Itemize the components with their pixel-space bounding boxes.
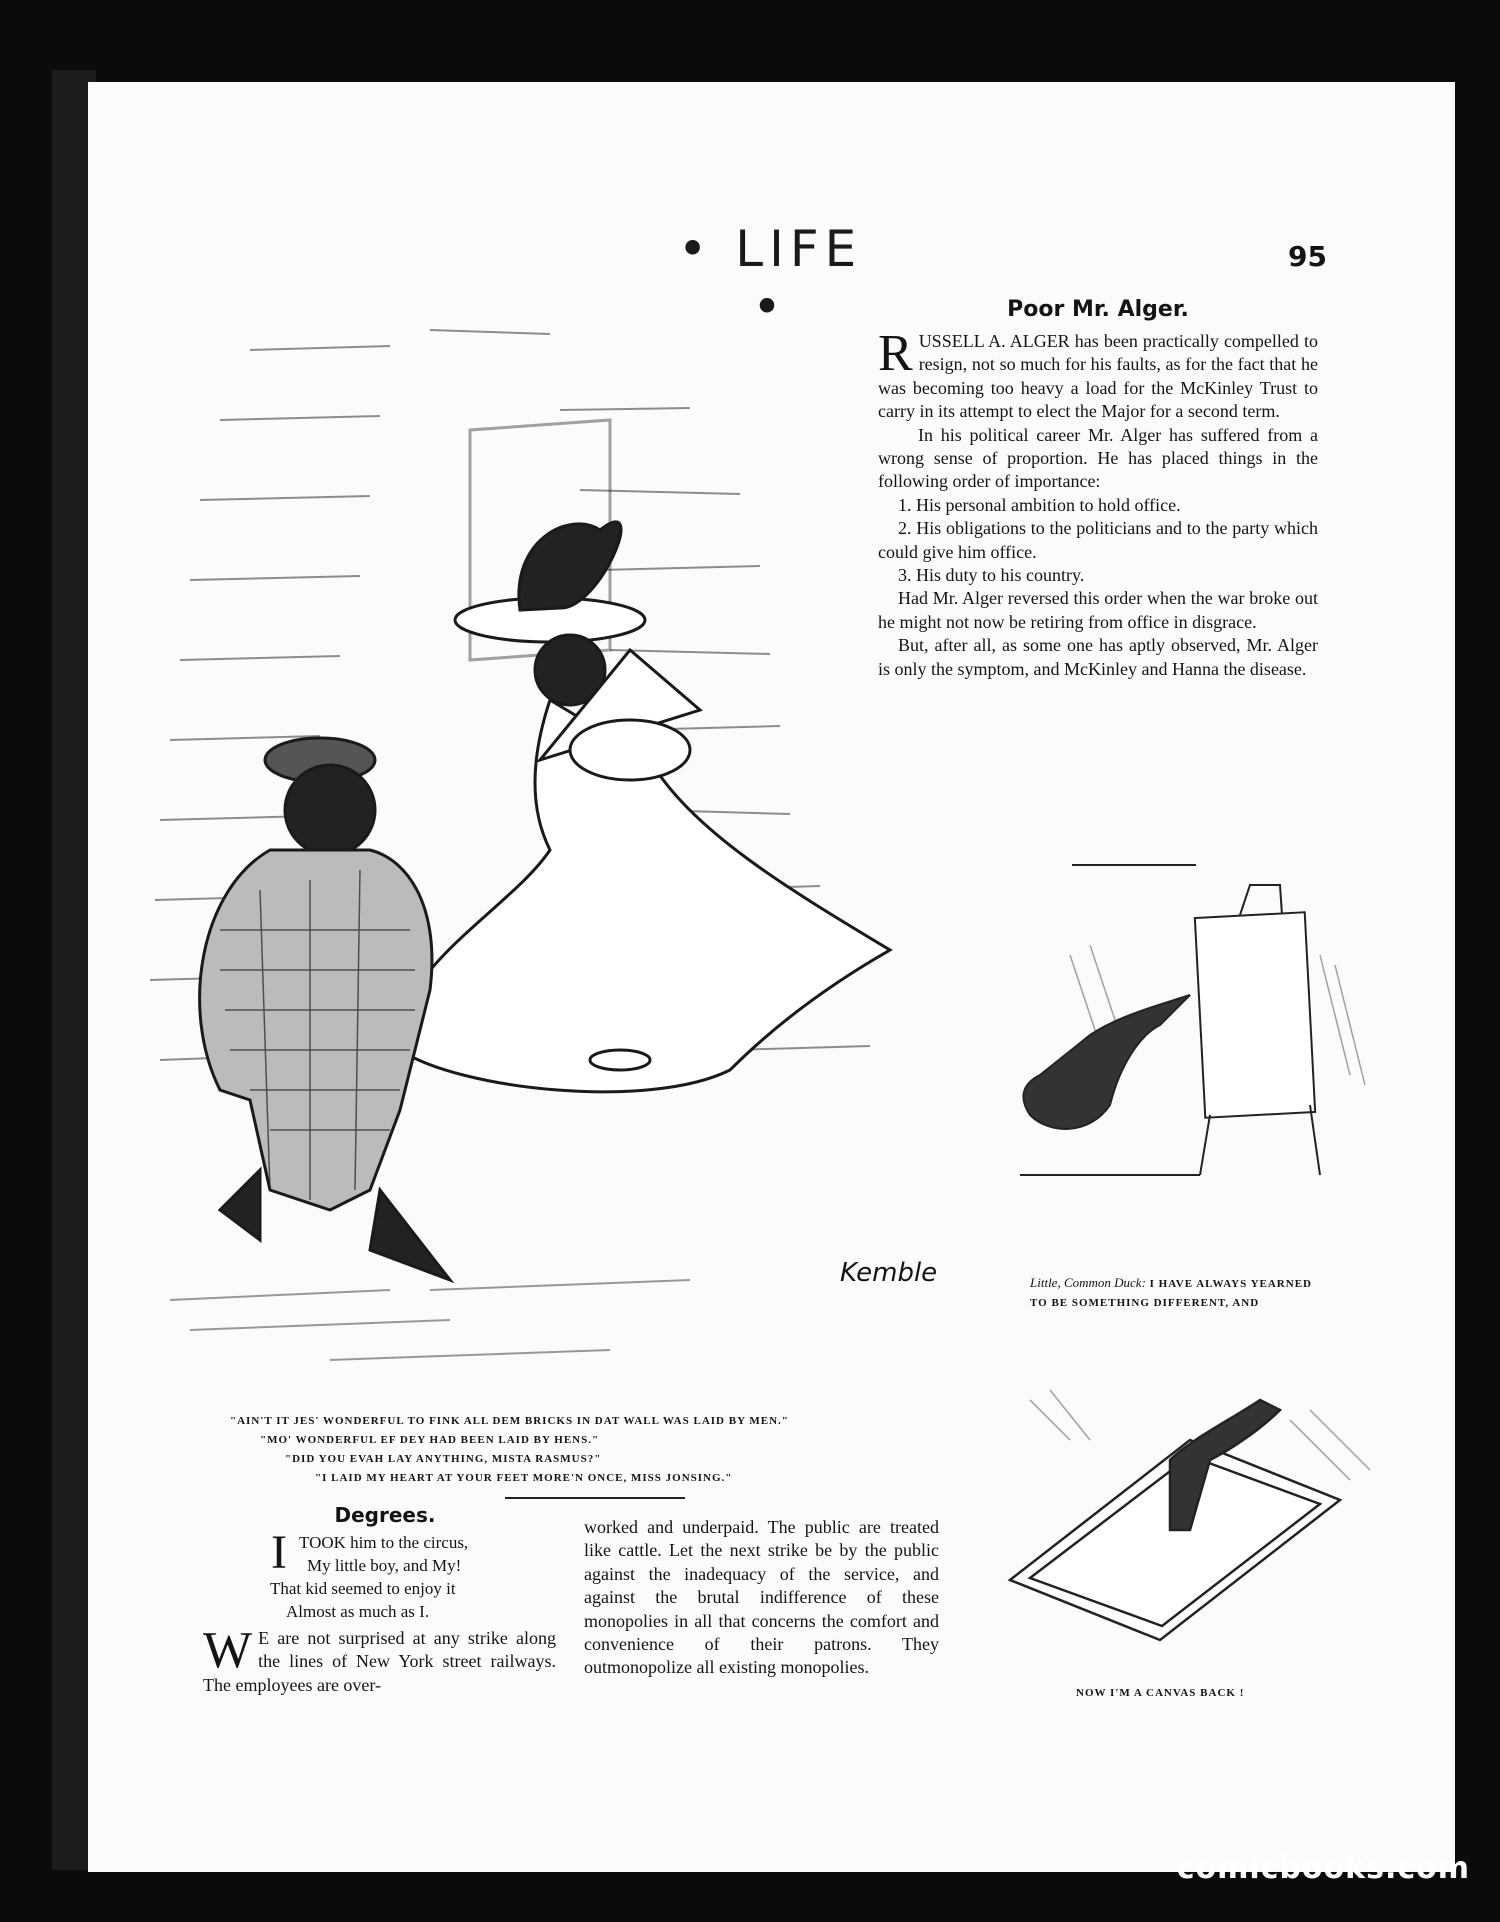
caption-line: "DID YOU EVAH LAY ANYTHING, MISTA RASMUS?" [285, 1453, 602, 1465]
poem-line: My little boy, and My! [307, 1556, 462, 1575]
list-item: 2. His obligations to the politicians and to the party which could give him office. [878, 518, 1318, 562]
artist-signature: Kemble [840, 1258, 938, 1288]
divider-rule [505, 1497, 685, 1499]
drop-cap: W [203, 1622, 253, 1679]
article-paragraph: In his political career Mr. Alger has suffered from a wrong sense of proportion. He has placed things in the following order of importance: [878, 424, 1318, 492]
caption-line: "AIN'T IT JES' WONDERFUL TO FINK ALL DEM BRICKS IN DAT WALL WAS LAID BY MEN." [230, 1415, 789, 1427]
poem-line: Almost as much as I. [286, 1602, 430, 1621]
speaker-label: Little, Common Duck: [1030, 1275, 1146, 1290]
poem-title: Degrees. [334, 1503, 436, 1527]
degrees-poem [255, 1503, 515, 1623]
caption-text: I HAVE ALWAYS YEARNED TO BE SOMETHING DIFFERENT, AND [1030, 1278, 1312, 1309]
divider-rule [1072, 864, 1196, 866]
article-title: Poor Mr. Alger. [1007, 297, 1189, 322]
ground-hatching [170, 1280, 690, 1360]
list-item: 1. His personal ambition to hold office. [898, 494, 1181, 515]
page-number: 95 [1288, 240, 1327, 273]
editorial-text: E are not surprised at any strike along the lines of New York street railways. The employees are over- [203, 1628, 556, 1695]
strike-editorial-col1 [203, 1622, 556, 1697]
masthead: • LIFE • [677, 220, 863, 336]
article-paragraph: Had Mr. Alger reversed this order when the war broke out he might not now be retiring from office in disgrace. [878, 588, 1318, 632]
poem-line: TOOK him to the circus, [299, 1533, 469, 1552]
couple-cartoon-illustration [130, 290, 910, 1400]
alger-article [878, 297, 1318, 681]
duck-painting-illustration [960, 875, 1400, 1265]
drop-cap: I [271, 1526, 287, 1579]
article-paragraph: But, after all, as some one has aptly observed, Mr. Alger is only the symptom, and McKinley and Hanna the disease. [878, 635, 1318, 679]
duck-caption-1 [1030, 1273, 1330, 1313]
caption-line: "I LAID MY HEART AT YOUR FEET MORE'N ONCE, MISS JONSING." [315, 1472, 733, 1484]
duck-caption-2: NOW I'M A CANVAS BACK ! [1076, 1687, 1245, 1699]
duck-in-canvas-illustration [990, 1380, 1390, 1680]
article-paragraph: USSELL A. ALGER has been practically compelled to resign, not so much for his faults, as for the fact that he was becoming too heavy a load for the McKinley Trust to carry in its attempt to elect the Major for a second term. [878, 331, 1318, 422]
cartoon-caption [230, 1412, 910, 1488]
editorial-text: worked and underpaid. The public are treated like cattle. Let the next strike be by the public against the inadequacy of the service, and against the brutal indifference of these monopolies in all that concerns the comfort and convenience of their patrons. They outmonopolize all existing monopolies. [584, 1517, 939, 1678]
drop-cap: R [878, 325, 913, 382]
caption-line: "MO' WONDERFUL EF DEY HAD BEEN LAID BY HENS." [260, 1434, 600, 1446]
strike-editorial-col2 [584, 1516, 939, 1680]
poem-line: That kid seemed to enjoy it [270, 1579, 456, 1598]
site-watermark: comicbooks.com [1176, 1851, 1470, 1886]
list-item: 3. His duty to his country. [898, 565, 1085, 586]
